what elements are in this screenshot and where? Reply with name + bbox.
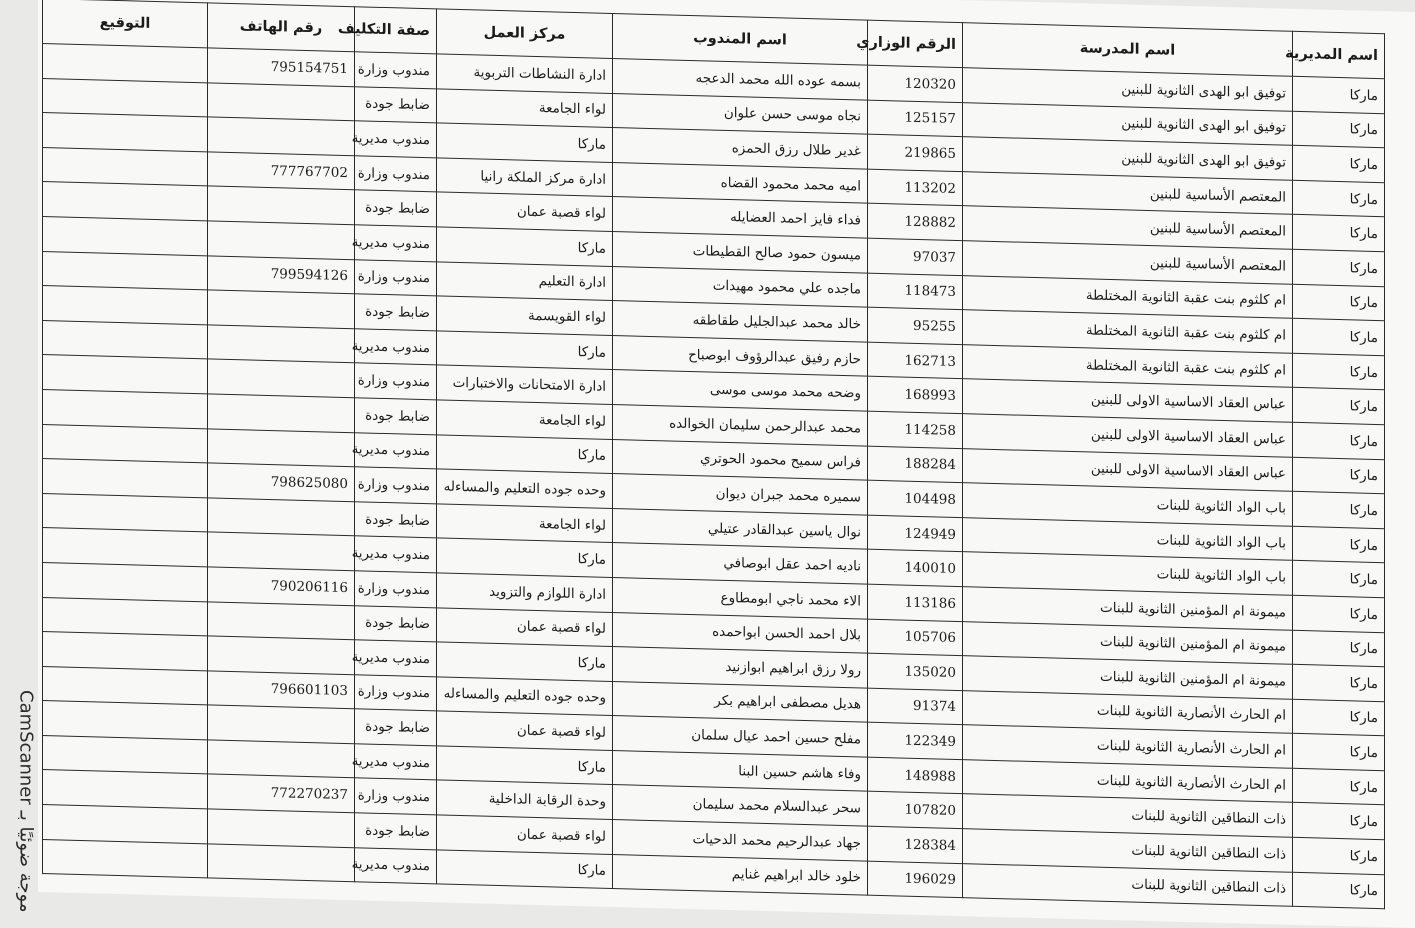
- cell-school: ذات النطاقين الثانوية للبنات: [963, 829, 1293, 872]
- cell-work-center: لواء قصبة عمان: [437, 192, 613, 231]
- cell-work-center: لواء قصبة عمان: [437, 815, 613, 854]
- cell-phone: 798625080: [208, 463, 355, 501]
- cell-signature: [43, 839, 208, 878]
- cell-work-center: ماركا: [437, 227, 613, 266]
- cell-directorate: ماركا: [1293, 249, 1385, 286]
- cell-delegate-name: غدير طلال رزق الحمزه: [613, 128, 868, 169]
- cell-assignment-role: مندوب مديرية: [355, 121, 437, 158]
- cell-school: عباس العقاد الاساسية الاولى للبنين: [963, 414, 1293, 457]
- cell-directorate: ماركا: [1293, 145, 1385, 182]
- cell-ministry-number: 124949: [868, 515, 963, 552]
- header-signature: التوقيع: [43, 0, 208, 48]
- cell-directorate: ماركا: [1293, 630, 1385, 667]
- cell-school: ام الحارث الأنصارية الثانوية للبنات: [963, 690, 1293, 733]
- cell-ministry-number: 128882: [868, 204, 963, 241]
- cell-phone: [208, 290, 355, 328]
- cell-phone: 772270237: [208, 774, 355, 812]
- cell-signature: [43, 493, 208, 532]
- cell-ministry-number: 162713: [868, 342, 963, 379]
- cell-work-center: ماركا: [437, 434, 613, 473]
- cell-assignment-role: ضابط جودة: [355, 294, 437, 331]
- cell-assignment-role: مندوب مديرية: [355, 328, 437, 365]
- cell-phone: [208, 428, 355, 466]
- cell-assignment-role: مندوب مديرية: [355, 536, 437, 573]
- cell-signature: [43, 770, 208, 809]
- cell-work-center: ادارة التعليم: [437, 261, 613, 300]
- cell-phone: [208, 325, 355, 363]
- cell-school: ذات النطاقين الثانوية للبنات: [963, 794, 1293, 837]
- cell-school: ميمونة ام المؤمنين الثانوية للبنات: [963, 621, 1293, 664]
- cell-work-center: ادارة النشاطات التربوية: [437, 54, 613, 93]
- cell-work-center: ادارة اللوازم والتزويد: [437, 573, 613, 612]
- cell-phone: [208, 117, 355, 155]
- cell-assignment-role: مندوب مديرية: [355, 847, 437, 884]
- cell-delegate-name: ميسون حمود صالح القطيطات: [613, 231, 868, 272]
- cell-school: ام الحارث الأنصارية الثانوية للبنات: [963, 760, 1293, 803]
- cell-signature: [43, 735, 208, 774]
- cell-directorate: ماركا: [1293, 457, 1385, 494]
- cell-delegate-name: نوال ياسين عبدالقادر عتيلي: [613, 508, 868, 549]
- cell-phone: 790206116: [208, 567, 355, 605]
- cell-school: توفيق ابو الهدى الثانوية للبنين: [963, 137, 1293, 180]
- cell-delegate-name: سميره محمد جبران ديوان: [613, 474, 868, 515]
- cell-school: ام كلثوم بنت عقبة الثانوية المختلطة: [963, 344, 1293, 387]
- cell-assignment-role: مندوب وزارة: [355, 363, 437, 400]
- cell-delegate-name: بلال احمد الحسن ابواحمده: [613, 612, 868, 653]
- cell-work-center: لواء الجامعة: [437, 400, 613, 439]
- cell-ministry-number: 104498: [868, 480, 963, 517]
- cell-school: ام كلثوم بنت عقبة الثانوية المختلطة: [963, 275, 1293, 318]
- cell-ministry-number: 91374: [868, 688, 963, 725]
- cell-school: المعتصم الأساسية للبنين: [963, 171, 1293, 214]
- cell-school: عباس العقاد الاساسية الاولى للبنين: [963, 379, 1293, 422]
- cell-phone: [208, 186, 355, 224]
- cell-delegate-name: فراس سميح محمود الحوتري: [613, 439, 868, 480]
- cell-assignment-role: مندوب مديرية: [355, 744, 437, 781]
- cell-directorate: ماركا: [1293, 180, 1385, 217]
- cell-signature: [43, 701, 208, 740]
- cell-delegate-name: فداء فايز احمد العضايله: [613, 197, 868, 238]
- cell-phone: [208, 636, 355, 674]
- cell-assignment-role: مندوب مديرية: [355, 225, 437, 262]
- cell-delegate-name: ماجده علي محمود مهيدات: [613, 266, 868, 307]
- cell-school: ام الحارث الأنصارية الثانوية للبنات: [963, 725, 1293, 768]
- camscanner-watermark: [6, 690, 46, 928]
- cell-phone: [208, 844, 355, 882]
- cell-work-center: ماركا: [437, 850, 613, 889]
- cell-assignment-role: ضابط جودة: [355, 398, 437, 435]
- cell-school: توفيق ابو الهدى الثانوية للبنين: [963, 68, 1293, 111]
- cell-delegate-name: خالد محمد عبدالجليل طقاطقه: [613, 301, 868, 342]
- cell-phone: [208, 82, 355, 120]
- cell-assignment-role: مندوب وزارة: [355, 778, 437, 815]
- cell-directorate: ماركا: [1293, 111, 1385, 148]
- cell-directorate: ماركا: [1293, 215, 1385, 252]
- cell-school: المعتصم الأساسية للبنين: [963, 241, 1293, 284]
- cell-signature: [43, 286, 208, 325]
- cell-signature: [43, 147, 208, 186]
- cell-phone: 799594126: [208, 255, 355, 293]
- cell-signature: [43, 113, 208, 152]
- cell-directorate: ماركا: [1293, 561, 1385, 598]
- cell-work-center: وحده جوده التعليم والمساءله: [437, 469, 613, 508]
- cell-delegate-name: وفاء هاشم حسين البنا: [613, 750, 868, 791]
- header-assignment-role: صفة التكليف: [355, 7, 437, 54]
- table-body: [43, 44, 1385, 909]
- cell-directorate: ماركا: [1293, 76, 1385, 113]
- header-ministry-number: الرقم الوزاري: [868, 20, 963, 67]
- cell-signature: [43, 355, 208, 394]
- cell-assignment-role: مندوب وزارة: [355, 52, 437, 89]
- cell-work-center: ماركا: [437, 123, 613, 162]
- cell-ministry-number: 95255: [868, 307, 963, 344]
- cell-signature: [43, 632, 208, 671]
- cell-phone: 777767702: [208, 152, 355, 190]
- cell-school: ذات النطاقين الثانوية للبنات: [963, 863, 1293, 906]
- cell-assignment-role: مندوب وزارة: [355, 674, 437, 711]
- cell-signature: [43, 389, 208, 428]
- cell-work-center: لواء الجامعة: [437, 88, 613, 127]
- cell-assignment-role: ضابط جودة: [355, 605, 437, 642]
- cell-signature: [43, 459, 208, 498]
- cell-phone: [208, 809, 355, 847]
- cell-ministry-number: 128384: [868, 826, 963, 863]
- cell-ministry-number: 107820: [868, 792, 963, 829]
- cell-ministry-number: 135020: [868, 653, 963, 690]
- cell-signature: [43, 44, 208, 83]
- cell-directorate: ماركا: [1293, 422, 1385, 459]
- header-school: اسم المدرسة: [963, 23, 1293, 77]
- cell-directorate: ماركا: [1293, 595, 1385, 632]
- cell-work-center: ادارة مركز الملكة رانيا: [437, 158, 613, 197]
- cell-signature: [43, 78, 208, 117]
- cell-signature: [43, 666, 208, 705]
- cell-assignment-role: مندوب وزارة: [355, 259, 437, 296]
- cell-directorate: ماركا: [1293, 803, 1385, 840]
- cell-directorate: ماركا: [1293, 837, 1385, 874]
- cell-delegate-name: ناديه احمد عقل ابوصافي: [613, 543, 868, 584]
- cell-delegate-name: مفلح حسين احمد عيال سلمان: [613, 716, 868, 757]
- cell-ministry-number: 219865: [868, 134, 963, 171]
- cell-ministry-number: 148988: [868, 757, 963, 794]
- cell-assignment-role: مندوب مديرية: [355, 432, 437, 469]
- cell-signature: [43, 251, 208, 290]
- cell-assignment-role: ضابط جودة: [355, 709, 437, 746]
- cell-signature: [43, 562, 208, 601]
- cell-signature: [43, 528, 208, 567]
- header-directorate: اسم المديرية: [1293, 31, 1385, 78]
- cell-work-center: وحدة الرقابة الداخلية: [437, 780, 613, 819]
- cell-work-center: لواء الجامعة: [437, 504, 613, 543]
- cell-work-center: لواء القويسمة: [437, 296, 613, 335]
- cell-work-center: ادارة الامتحانات والاختبارات: [437, 365, 613, 404]
- cell-directorate: ماركا: [1293, 699, 1385, 736]
- cell-directorate: ماركا: [1293, 318, 1385, 355]
- cell-assignment-role: مندوب مديرية: [355, 640, 437, 677]
- cell-work-center: ماركا: [437, 331, 613, 370]
- cell-phone: [208, 359, 355, 397]
- cell-delegate-name: اميه محمد محمود القضاه: [613, 162, 868, 203]
- cell-delegate-name: جهاد عبدالرحيم محمد الدحيات: [613, 820, 868, 861]
- cell-work-center: ماركا: [437, 642, 613, 681]
- cell-school: توفيق ابو الهدى الثانوية للبنين: [963, 102, 1293, 145]
- cell-delegate-name: وضحه محمد موسى موسى: [613, 370, 868, 411]
- header-work-center: مركز العمل: [437, 9, 613, 59]
- cell-work-center: لواء قصبة عمان: [437, 711, 613, 750]
- cell-signature: [43, 805, 208, 844]
- cell-ministry-number: 125157: [868, 100, 963, 137]
- cell-work-center: وحده جوده التعليم والمساءله: [437, 677, 613, 716]
- cell-ministry-number: 113186: [868, 584, 963, 621]
- cell-phone: [208, 740, 355, 778]
- cell-directorate: ماركا: [1293, 526, 1385, 563]
- cell-assignment-role: مندوب وزارة: [355, 156, 437, 193]
- cell-signature: [43, 182, 208, 221]
- cell-delegate-name: محمد عبدالرحمن سليمان الخوالده: [613, 404, 868, 445]
- cell-assignment-role: ضابط جودة: [355, 813, 437, 850]
- cell-assignment-role: مندوب وزارة: [355, 571, 437, 608]
- cell-directorate: ماركا: [1293, 284, 1385, 321]
- cell-work-center: لواء قصبة عمان: [437, 607, 613, 646]
- cell-school: ميمونة ام المؤمنين الثانوية للبنات: [963, 587, 1293, 630]
- cell-directorate: ماركا: [1293, 353, 1385, 390]
- header-delegate-name: اسم المندوب: [613, 13, 868, 65]
- cell-ministry-number: 122349: [868, 722, 963, 759]
- cell-phone: [208, 601, 355, 639]
- cell-directorate: ماركا: [1293, 872, 1385, 909]
- cell-ministry-number: 105706: [868, 619, 963, 656]
- watermark-text: موجة ضوئيًا بـ CamScanner: [15, 690, 37, 913]
- cell-signature: [43, 320, 208, 359]
- cell-phone: 795154751: [208, 48, 355, 86]
- cell-ministry-number: 97037: [868, 238, 963, 275]
- cell-school: المعتصم الأساسية للبنين: [963, 206, 1293, 249]
- cell-directorate: ماركا: [1293, 664, 1385, 701]
- cell-delegate-name: نجاه موسى حسن علوان: [613, 93, 868, 134]
- cell-delegate-name: سحر عبدالسلام محمد سليمان: [613, 785, 868, 826]
- cell-ministry-number: 196029: [868, 861, 963, 898]
- cell-delegate-name: رولا رزق ابراهيم ابوازنيد: [613, 647, 868, 688]
- cell-assignment-role: ضابط جودة: [355, 190, 437, 227]
- cell-delegate-name: خلود خالد ابراهيم غنايم: [613, 854, 868, 895]
- cell-signature: [43, 217, 208, 256]
- cell-phone: 796601103: [208, 671, 355, 709]
- cell-delegate-name: حازم رفيق عبدالرؤوف ابوصباح: [613, 335, 868, 376]
- cell-ministry-number: 113202: [868, 169, 963, 206]
- cell-ministry-number: 118473: [868, 273, 963, 310]
- cell-assignment-role: ضابط جودة: [355, 501, 437, 538]
- cell-school: ام كلثوم بنت عقبة الثانوية المختلطة: [963, 310, 1293, 353]
- cell-phone: [208, 532, 355, 570]
- cell-phone: [208, 705, 355, 743]
- cell-directorate: ماركا: [1293, 491, 1385, 528]
- cell-directorate: ماركا: [1293, 768, 1385, 805]
- cell-work-center: ماركا: [437, 746, 613, 785]
- cell-school: عباس العقاد الاساسية الاولى للبنين: [963, 448, 1293, 491]
- cell-delegate-name: بسمه عوده الله محمد الدعجه: [613, 58, 868, 99]
- cell-signature: [43, 597, 208, 636]
- cell-delegate-name: هديل مصطفى ابراهيم بكر: [613, 681, 868, 722]
- cell-assignment-role: ضابط جودة: [355, 86, 437, 123]
- cell-directorate: ماركا: [1293, 734, 1385, 771]
- cell-school: باب الواد الثانوية للبنات: [963, 552, 1293, 595]
- cell-ministry-number: 120320: [868, 65, 963, 102]
- scanned-page: [38, 0, 1415, 928]
- cell-phone: [208, 221, 355, 259]
- cell-ministry-number: 140010: [868, 549, 963, 586]
- cell-ministry-number: 188284: [868, 446, 963, 483]
- delegates-table: [42, 0, 1385, 909]
- cell-ministry-number: 114258: [868, 411, 963, 448]
- cell-work-center: ماركا: [437, 538, 613, 577]
- cell-phone: [208, 394, 355, 432]
- cell-directorate: ماركا: [1293, 388, 1385, 425]
- cell-ministry-number: 168993: [868, 377, 963, 414]
- cell-school: باب الواد الثانوية للبنات: [963, 483, 1293, 526]
- header-phone: رقم الهاتف: [208, 3, 355, 52]
- cell-delegate-name: الاء محمد ناجي ابومطاوع: [613, 577, 868, 618]
- cell-signature: [43, 424, 208, 463]
- cell-school: ميمونة ام المؤمنين الثانوية للبنات: [963, 656, 1293, 699]
- cell-school: باب الواد الثانوية للبنات: [963, 517, 1293, 560]
- cell-phone: [208, 498, 355, 536]
- cell-assignment-role: مندوب وزارة: [355, 467, 437, 504]
